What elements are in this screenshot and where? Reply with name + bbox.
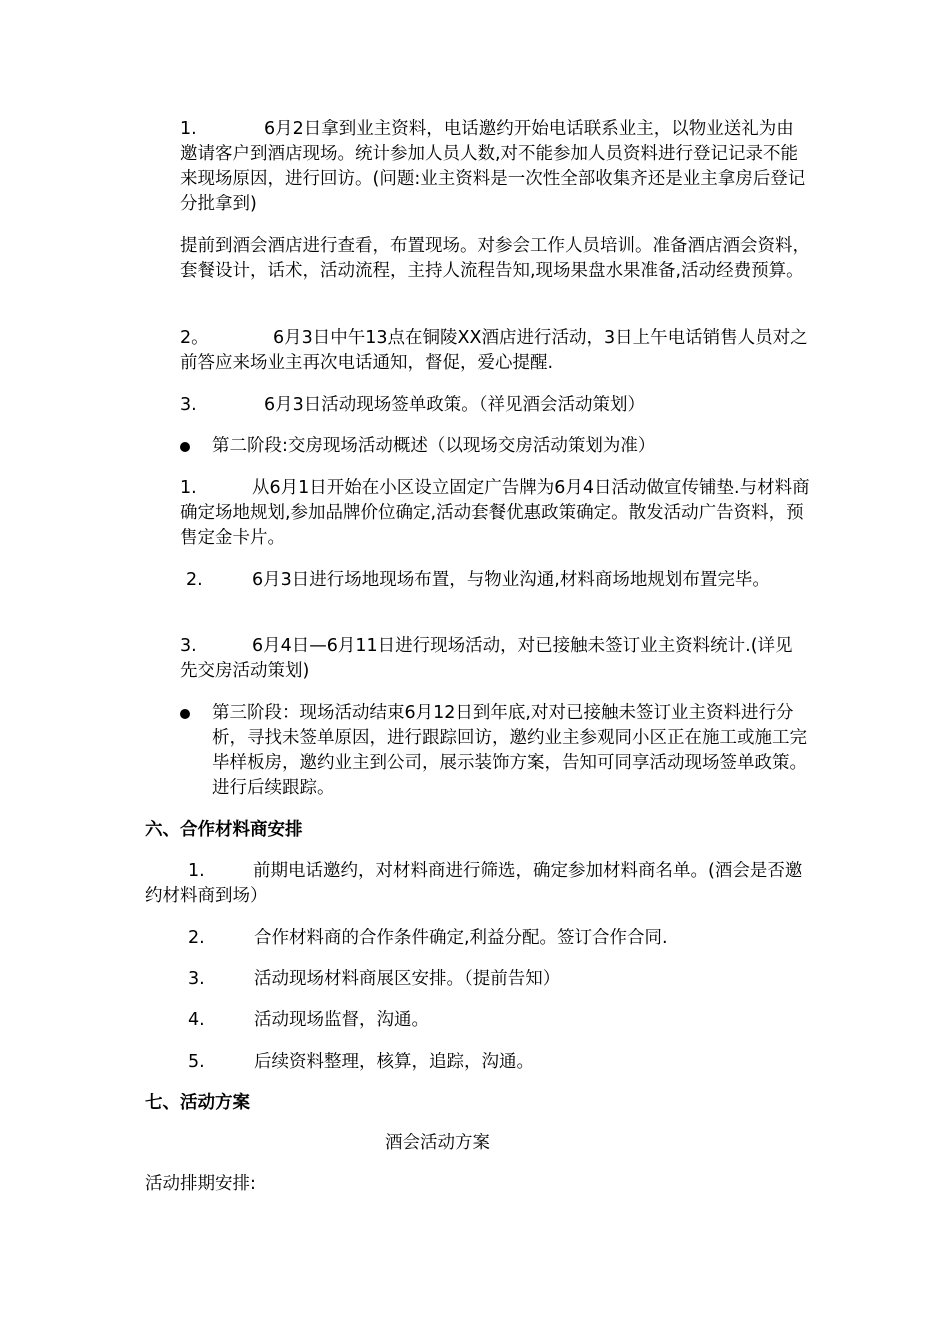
- bullet-text: 第三阶段：现场活动结束6月12日到年底,对对已接触未签订业主资料进行分析，寻找未签单原因，进行跟踪回访，邀约业主参观同小区正在施工或施工完毕样板房，邀约业主到公司，展示装饰方案，告知可同享活动现场签单政策。进行后续跟踪。: [212, 703, 807, 798]
- item-number: 4.: [188, 1010, 205, 1030]
- item-text: 6月3日中午13点在铜陵XX酒店进行活动，3日上午电话销售人员对之前答应来场业主再次电话通知，督促，爱心提醒.: [180, 328, 808, 373]
- item-number: 2。: [180, 328, 209, 348]
- stage2-item-2: [180, 568, 810, 593]
- item-text: 合作材料商的合作条件确定,利益分配。签订合作合同.: [254, 928, 668, 948]
- item-text: 活动现场材料商展区安排。（提前告知）: [254, 969, 561, 989]
- item-number: 1.: [180, 119, 197, 139]
- section-6-heading: 六、合作材料商安排: [145, 820, 303, 840]
- item-number: 3.: [180, 636, 197, 656]
- item-text: 前期电话邀约，对材料商进行筛选，确定参加材料商名单。(酒会是否邀约材料商到场）: [145, 861, 803, 906]
- section-7-heading: 七、活动方案: [145, 1093, 250, 1113]
- item-text: 6月3日活动现场签单政策。（祥见酒会活动策划）: [264, 395, 646, 415]
- item-text: 6月3日进行场地现场布置，与物业沟通,材料商场地规划布置完毕。: [252, 570, 770, 590]
- item-text: 6月4日—6月11日进行现场活动，对已接触未签订业主资料统计.(详见先交房活动策划): [180, 636, 793, 681]
- bullet-dot-icon: [180, 442, 190, 452]
- item-number: 1.: [180, 478, 197, 498]
- section6-item-1: [145, 859, 810, 909]
- center-title: 酒会活动方案: [385, 1133, 490, 1153]
- item-text: 从6月1日开始在小区设立固定广告牌为6月4日活动做宣传铺垫.与材料商确定场地规划,参加品牌价位确定,活动套餐优惠政策确定。散发活动广告资料，预售定金卡片。: [180, 478, 810, 548]
- stage2-item-1: [180, 476, 810, 551]
- stage1-item-2: [180, 326, 810, 376]
- item-text: 6月2日拿到业主资料，电话邀约开始电话联系业主，以物业送礼为由邀请客户到酒店现场。统计参加人员人数,对不能参加人员资料进行登记记录不能来现场原因，进行回访。(问题:业主资料是一次性全部收集齐还是业主拿房后登记分批拿到): [180, 119, 806, 214]
- item-number: 1.: [188, 861, 205, 881]
- item-text: 后续资料整理，核算，追踪，沟通。: [254, 1052, 534, 1072]
- bullet-text: 第二阶段:交房现场活动概述（以现场交房活动策划为准）: [212, 436, 656, 456]
- item-number: 3.: [188, 969, 205, 989]
- stage1-item-3: [180, 393, 810, 418]
- stage2-item-3: [180, 634, 810, 684]
- stage1-prepare-paragraph: 提前到酒会酒店进行查看，布置现场。对参会工作人员培训。准备酒店酒会资料，套餐设计，话术，活动流程，主持人流程告知,现场果盘水果准备,活动经费预算。: [180, 236, 810, 281]
- stage1-item-1: [180, 117, 810, 217]
- stage3-bullet: [180, 701, 810, 801]
- schedule-label: 活动排期安排:: [145, 1174, 256, 1194]
- item-number: 3.: [180, 395, 197, 415]
- stage2-bullet: [180, 434, 810, 459]
- item-number: 2.: [186, 570, 203, 590]
- item-number: 2.: [188, 928, 205, 948]
- item-text: 活动现场监督，沟通。: [254, 1010, 429, 1030]
- item-number: 5.: [188, 1052, 205, 1072]
- bullet-dot-icon: [180, 709, 190, 719]
